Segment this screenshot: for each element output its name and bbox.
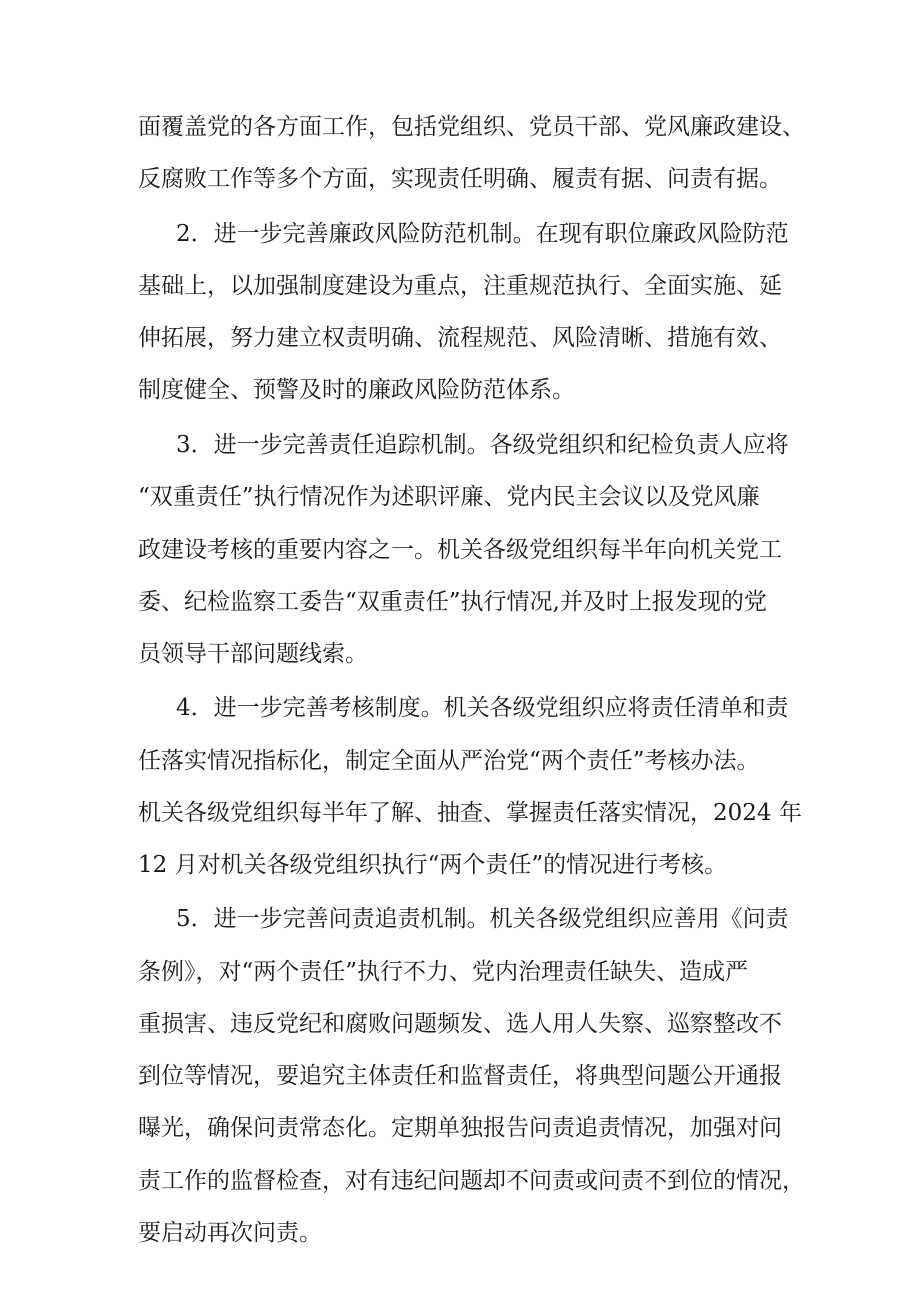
- paragraph-line: 政建设考核的重要内容之一。机关各级党组织每半年向机关党工: [138, 537, 782, 563]
- paragraph-line: 责工作的监督检查，对有违纪问题却不问责或问责不到位的情况，: [138, 1168, 805, 1194]
- paragraph-line: 4．进一步完善考核制度。机关各级党组织应将责任清单和责: [176, 695, 789, 721]
- paragraph-line: 3．进一步完善责任追踪机制。各级党组织和纪检负责人应将: [176, 432, 789, 458]
- paragraph-line: 员领导干部问题线索。: [138, 641, 368, 667]
- paragraph-line: 2．进一步完善廉政风险防范机制。在现有职位廉政风险防范: [176, 221, 789, 247]
- paragraph-line: 要启动再次问责。: [138, 1220, 322, 1246]
- paragraph-line: 伸拓展，努力建立权责明确、流程规范、风险清晰、措施有效、: [138, 325, 782, 351]
- paragraph-line: 重损害、违反党纪和腐败问题频发、选人用人失察、巡察整改不: [138, 1011, 782, 1037]
- paragraph-line: 任落实情况指标化，制定全面从严治党“两个责任”考核办法。: [138, 748, 760, 774]
- paragraph-line: 条例》，对“两个责任”执行不力、党内治理责任缺失、造成严: [138, 959, 749, 985]
- paragraph-line: 到位等情况，要追究主体责任和监督责任，将典型问题公开通报: [138, 1063, 782, 1089]
- paragraph-line: 面覆盖党的各方面工作，包括党组织、党员干部、党风廉政建设、: [138, 114, 805, 140]
- paragraph-line: 5．进一步完善问责追责机制。机关各级党组织应善用《问责: [176, 906, 789, 932]
- paragraph-line: 机关各级党组织每半年了解、抽查、掌握责任落实情况，2024 年: [138, 800, 802, 826]
- paragraph-line: 曝光，确保问责常态化。定期单独报告问责追责情况，加强对问: [138, 1115, 782, 1141]
- paragraph-line: 制度健全、预警及时的廉政风险防范体系。: [138, 377, 575, 403]
- paragraph-line: 基础上，以加强制度建设为重点，注重规范执行、全面实施、延: [138, 273, 782, 299]
- paragraph-line: “双重责任”执行情况作为述职评廉、党内民主会议以及党风廉: [138, 484, 760, 510]
- paragraph-line: 委、纪检监察工委告“双重责任”执行情况,并及时上报发现的党: [138, 589, 767, 615]
- paragraph-line: 12 月对机关各级党组织执行“两个责任”的情况进行考核。: [138, 852, 728, 878]
- paragraph-line: 反腐败工作等多个方面，实现责任明确、履责有据、问责有据。: [138, 166, 782, 192]
